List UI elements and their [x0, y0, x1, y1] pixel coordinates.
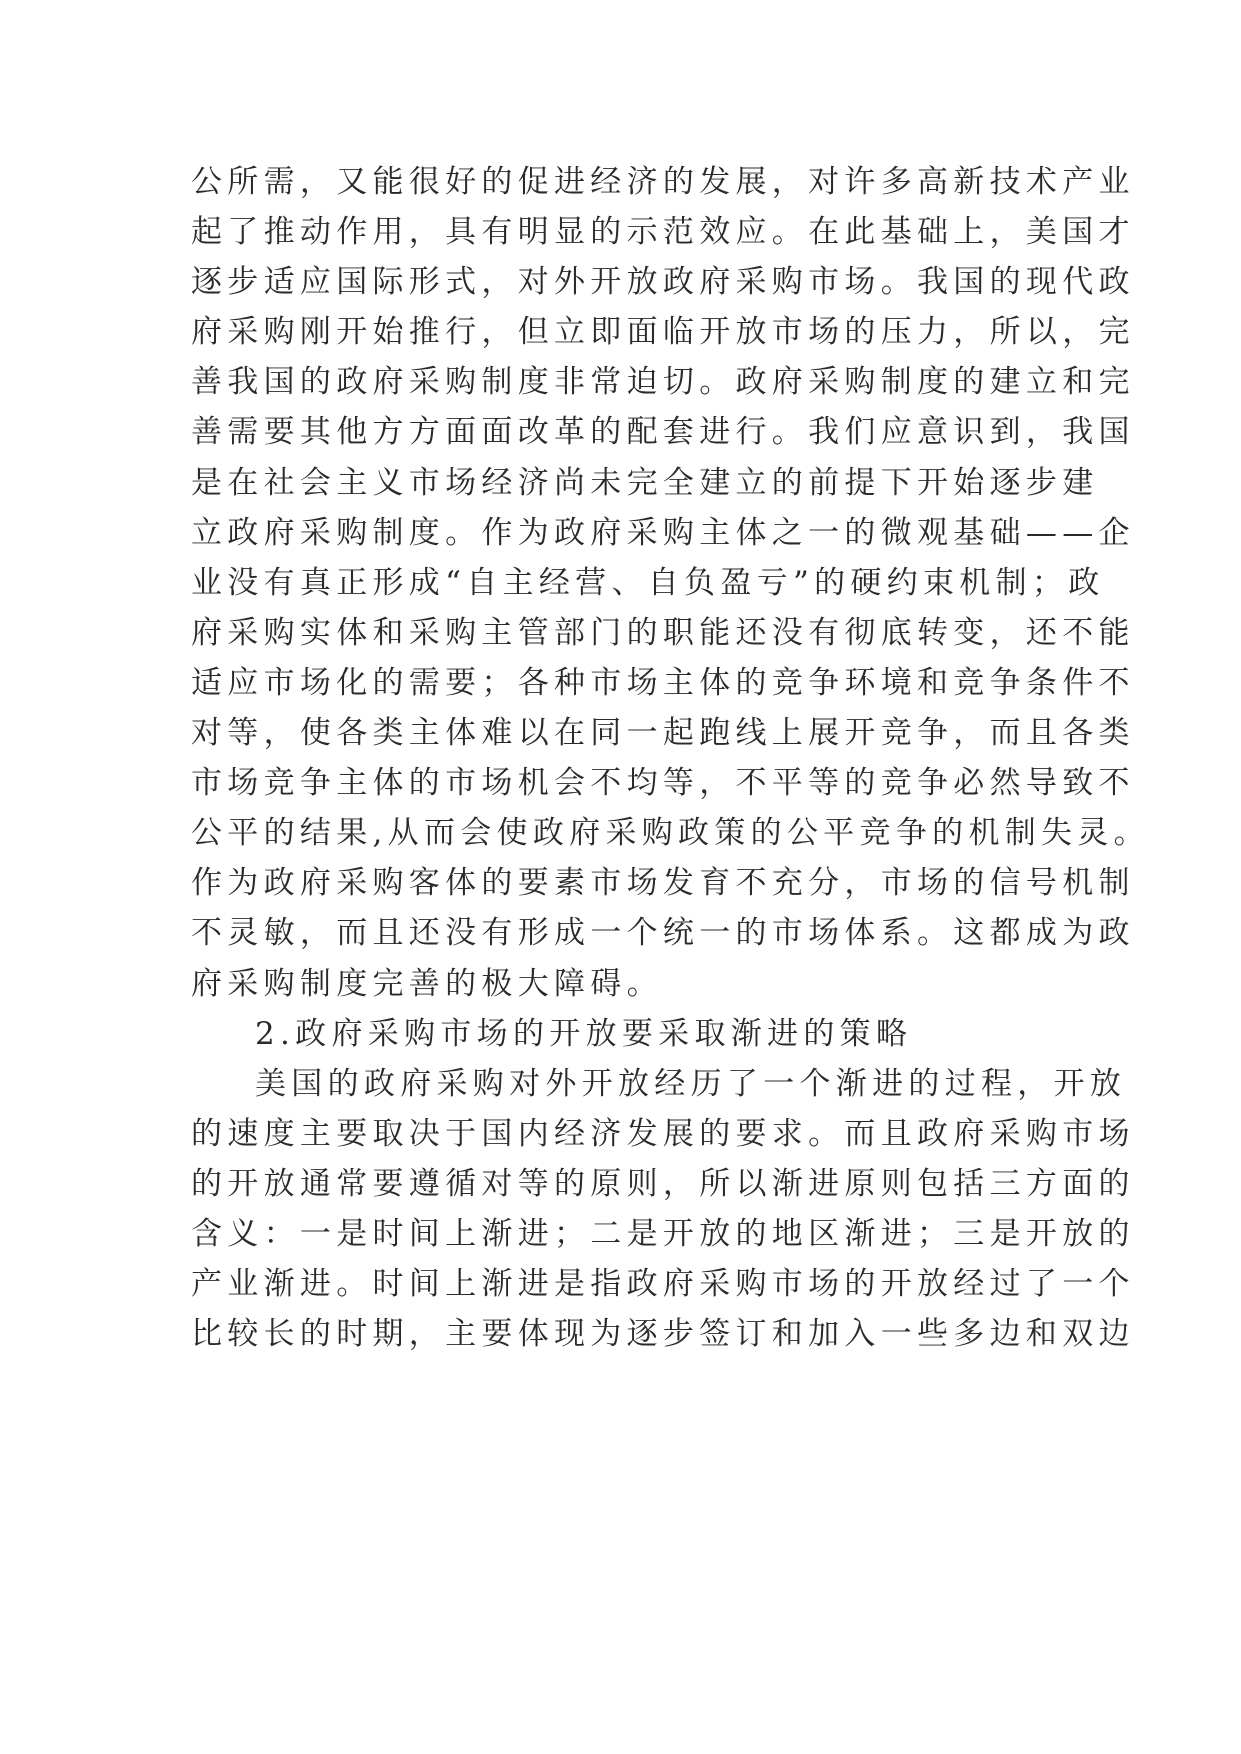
text-line: 比较长的时期，主要体现为逐步签订和加入一些多边和双边: [191, 1316, 1135, 1353]
body-text: [191, 157, 1150, 1359]
text-line: 逐步适应国际形式，对外开放政府采购市场。我国的现代政: [191, 264, 1135, 301]
text-line: 业没有真正形成“自主经营、自负盈亏”的硬约束机制；政: [191, 564, 1105, 601]
text-line: 公平的结果,从而会使政府采购政策的公平竞争的机制失灵。: [191, 815, 1150, 852]
text-line: 不灵敏，而且还没有形成一个统一的市场体系。这都成为政: [191, 915, 1135, 952]
text-line: 含义：一是时间上渐进；二是开放的地区渐进；三是开放的: [191, 1215, 1135, 1252]
text-line: 府采购实体和采购主管部门的职能还没有彻底转变，还不能: [191, 614, 1135, 651]
text-line: 产业渐进。时间上渐进是指政府采购市场的开放经过了一个: [191, 1266, 1135, 1303]
text-line: 公所需，又能很好的促进经济的发展，对许多高新技术产业: [191, 164, 1135, 200]
text-line: 的开放通常要遵循对等的原则，所以渐进原则包括三方面的: [191, 1165, 1135, 1202]
text-line: 善需要其他方方面面改革的配套进行。我们应意识到，我国: [191, 414, 1135, 451]
text-line: 是在社会主义市场经济尚未完全建立的前提下开始逐步建: [191, 464, 1099, 501]
text-line: 适应市场化的需要；各种市场主体的竞争环境和竞争条件不: [191, 664, 1135, 701]
text-line: 立政府采购制度。作为政府采购主体之一的微观基础——企: [191, 514, 1135, 551]
section-heading: 2.政府采购市场的开放要采取渐进的策略: [255, 1015, 913, 1052]
text-line: 美国的政府采购对外开放经历了一个渐进的过程，开放: [255, 1065, 1127, 1102]
text-line: 作为政府采购客体的要素市场发育不充分，市场的信号机制: [191, 865, 1135, 902]
text-line: 起了推动作用，具有明显的示范效应。在此基础上，美国才: [191, 214, 1135, 251]
text-line: 府采购刚开始推行，但立即面临开放市场的压力，所以，完: [191, 314, 1135, 351]
text-line: 市场竞争主体的市场机会不均等，不平等的竞争必然导致不: [191, 765, 1135, 802]
text-line: 的速度主要取决于国内经济发展的要求。而且政府采购市场: [191, 1115, 1135, 1152]
text-line: 府采购制度完善的极大障碍。: [191, 965, 663, 1002]
text-line: 对等，使各类主体难以在同一起跑线上展开竞争，而且各类: [191, 715, 1135, 752]
text-line: 善我国的政府采购制度非常迫切。政府采购制度的建立和完: [191, 364, 1135, 401]
